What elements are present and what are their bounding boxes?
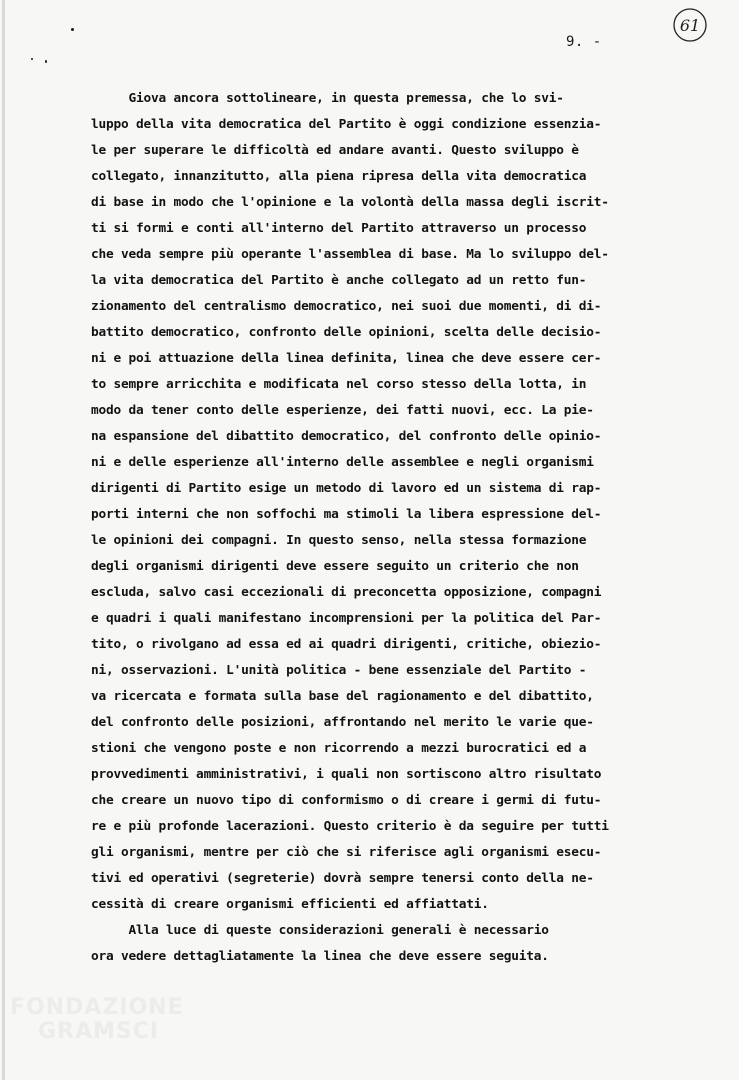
- archive-number-circle: [671, 6, 709, 44]
- archive-number-text: 61: [679, 16, 701, 35]
- text-line: tivi ed operativi (segreterie) dovrà sempre tenersi conto della ne-: [91, 871, 594, 886]
- text-line: di base in modo che l'opinione e la volontà della massa degli iscrit-: [91, 195, 609, 210]
- text-line: gli organismi, mentre per ciò che si riferisce agli organismi esecu-: [91, 845, 602, 860]
- text-line: zionamento del centralismo democratico, nei suoi due momenti, di di-: [91, 299, 602, 314]
- text-line: ni, osservazioni. L'unità politica - bene essenziale del Partito -: [91, 663, 587, 678]
- watermark-line: FONDAZIONE: [10, 995, 184, 1020]
- text-line: che veda sempre più operante l'assemblea di base. Ma lo sviluppo del-: [91, 247, 609, 262]
- watermark-line: GRAMSCI: [38, 1019, 160, 1044]
- paragraph: [91, 86, 706, 918]
- text-line: tito, o rivolgano ad essa ed ai quadri dirigenti, critiche, obiezio-: [91, 637, 602, 652]
- text-line: escluda, salvo casi eccezionali di preconcetta opposizione, compagni: [91, 585, 602, 600]
- text-line: e quadri i quali manifestano incomprensioni per la politica del Par-: [91, 611, 602, 626]
- text-line: del confronto delle posizioni, affrontando nel merito le varie que-: [91, 715, 594, 730]
- text-line: modo da tener conto delle esperienze, dei fatti nuovi, ecc. La pie-: [91, 403, 594, 418]
- scan-margin-edge: [2, 0, 5, 1080]
- scan-speck: [71, 28, 74, 31]
- archive-number-stamp: [671, 6, 709, 44]
- text-line: ni e poi attuazione della linea definita, linea che deve essere cer-: [91, 351, 602, 366]
- text-line: Alla luce di queste considerazioni generali è necessario: [91, 923, 549, 938]
- text-line: battito democratico, confronto delle opinioni, scelta delle decisio-: [91, 325, 602, 340]
- text-line: ti si formi e conti all'interno del Partito attraverso un processo: [91, 221, 587, 236]
- scan-speck: [31, 58, 33, 60]
- page-number: 9. -: [566, 34, 602, 50]
- text-line: degli organismi dirigenti deve essere seguito un criterio che non: [91, 559, 579, 574]
- text-line: na espansione del dibattito democratico, del confronto delle opinio-: [91, 429, 602, 444]
- archive-watermark: [10, 996, 210, 1044]
- text-line: dirigenti di Partito esige un metodo di lavoro ed un sistema di rap-: [91, 481, 602, 496]
- text-line: va ricercata e formata sulla base del ragionamento e del dibattito,: [91, 689, 594, 704]
- text-line: le opinioni dei compagni. In questo senso, nella stessa formazione: [91, 533, 587, 548]
- text-line: ora vedere dettagliatamente la linea che deve essere seguita.: [91, 949, 549, 964]
- text-line: collegato, innanzitutto, alla piena ripresa della vita democratica: [91, 169, 587, 184]
- text-line: provvedimenti amministrativi, i quali non sortiscono altro risultato: [91, 767, 602, 782]
- text-line: le per superare le difficoltà ed andare avanti. Questo sviluppo è: [91, 143, 579, 158]
- paragraph: [91, 918, 706, 970]
- document-body: [91, 86, 706, 970]
- text-line: che creare un nuovo tipo di conformismo o di creare i germi di futu-: [91, 793, 602, 808]
- text-line: luppo della vita democratica del Partito è oggi condizione essenzia-: [91, 117, 602, 132]
- text-line: stioni che vengono poste e non ricorrendo a mezzi burocratici ed a: [91, 741, 587, 756]
- text-line: la vita democratica del Partito è anche collegato ad un retto fun-: [91, 273, 587, 288]
- text-line: to sempre arricchita e modificata nel corso stesso della lotta, in: [91, 377, 587, 392]
- text-line: porti interni che non soffochi ma stimoli la libera espressione del-: [91, 507, 602, 522]
- text-line: ni e delle esperienze all'interno delle assemblee e negli organismi: [91, 455, 594, 470]
- text-line: Giova ancora sottolineare, in questa premessa, che lo svi-: [91, 91, 564, 106]
- text-line: cessità di creare organismi efficienti ed affiattati.: [91, 897, 489, 912]
- scan-speck: [45, 60, 47, 63]
- text-line: re e più profonde lacerazioni. Questo criterio è da seguire per tutti: [91, 819, 609, 834]
